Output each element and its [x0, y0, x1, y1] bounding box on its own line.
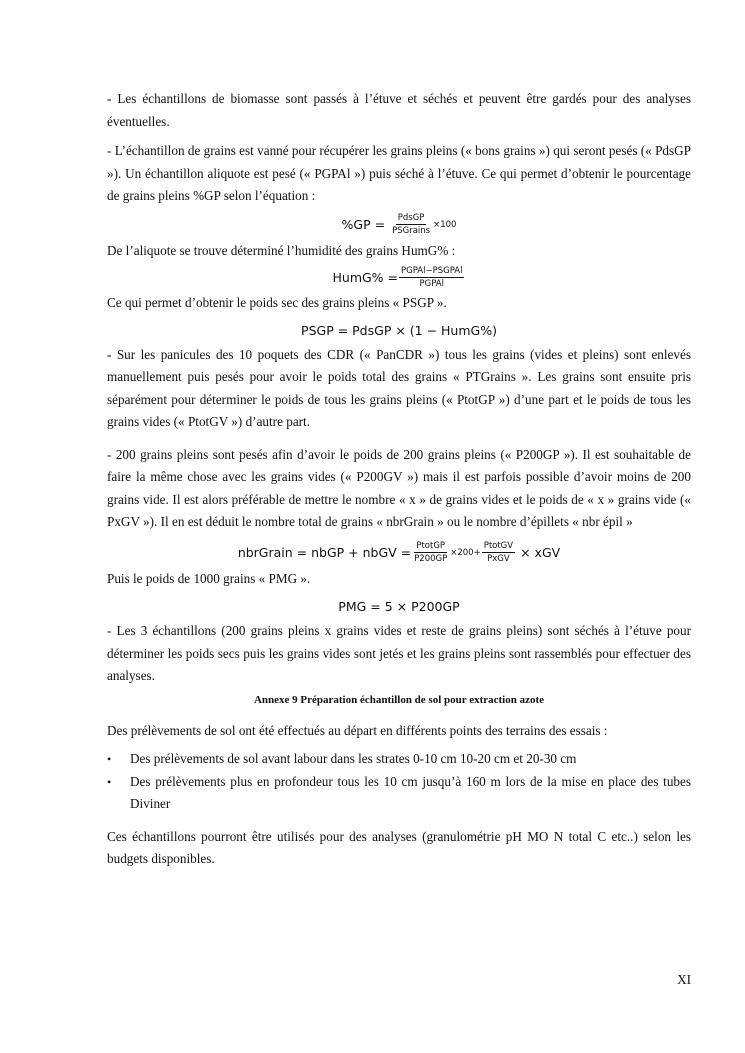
equation-fraction-2: [482, 541, 515, 564]
fraction-numerator: PtotGP: [416, 541, 446, 551]
list-item: [107, 748, 691, 771]
paragraph-panicles: - Sur les panicules des 10 poquets des CDR (« PanCDR ») tous les grains (vides et pleins) sont enlevés manuellement puis pesés pour avoir le poids total des grains « PTGrains ». Les grains sont ensuite pris séparément pour déterminer le poids de tous les grains pleins (« PtotGP ») d’une part et le poids de tous les grains vides (« PtotGV ») d’autre part.: [107, 346, 691, 429]
fraction-numerator: PGPAl−PSGPAl: [401, 265, 463, 276]
equation-humg: [107, 262, 691, 292]
paragraph-200-grains: - 200 grains pleins sont pesés afin d’avoir le poids de 200 grains pleins (« P200GP »). Il est souhaitable de faire la même chose avec les grains vides (« P200GV ») mais il est parfois possible d’avoir moins de 200 grains vide. Il est alors préférable de mettre le nombre « x » de grains vides et le poids de « x » grains vide (« PxGV »). Il en est déduit le nombre total de grains « nbrGrain » ou le nombre d’épillets « nbr épil »: [107, 446, 691, 529]
paragraph-dry-weight: Ce qui permet d’obtenir le poids sec des grains pleins « PSGP ».: [107, 295, 447, 310]
bullet-icon: •: [107, 752, 112, 766]
equation-fraction: [399, 266, 464, 289]
equation-nbrgrain: [107, 538, 691, 568]
fraction-denominator: PSGrains: [392, 226, 431, 236]
list-item-text: Des prélèvements de sol avant labour dans les strates 0-10 cm 10-20 cm et 20-30 cm: [130, 751, 577, 766]
list-item-text: Des prélèvements plus en profondeur tous les 10 cm jusqu’à 160 m lors de la mise en place des tubes Diviner: [130, 773, 691, 811]
equation-fraction-1: [412, 541, 449, 564]
list-item: [107, 771, 691, 816]
equation-pmg: [107, 593, 691, 620]
equation-fraction: [390, 213, 432, 236]
equation-lhs: nbrGrain = nbGP + nbGV =: [237, 545, 412, 560]
bullet-icon: •: [107, 774, 112, 789]
equation-text: PMG = 5 × P200GP: [338, 599, 460, 614]
fraction-denominator: PxGV: [487, 554, 510, 564]
paragraph-aliquot: De l’aliquote se trouve déterminé l’humidité des grains HumG% :: [107, 242, 456, 258]
fraction-denominator: PGPAl: [419, 278, 444, 289]
paragraph-grain-sample: - L’échantillon de grains est vanné pour récupérer les grains pleins (« bons grains ») qui seront pesés (« PdsGP »). Un échantillon aliquote est pesé (« PGPAl ») puis séché à l’étuve. Ce qui permet d’obtenir le pourcentage de grains pleins %GP selon l’équation :: [107, 143, 691, 203]
paragraph-analyses: Ces échantillons pourront être utilisés pour des analyses (granulométrie pH MO N total C etc..) selon les budgets disponibles.: [107, 828, 691, 866]
bullet-list: [107, 748, 691, 816]
equation-percent-gp: [107, 210, 691, 240]
paragraph-soil-samples: Des prélèvements de sol ont été effectués au départ en différents points des terrains des essais :: [107, 722, 608, 738]
paragraph-three-samples: - Les 3 échantillons (200 grains pleins x grains vides et reste de grains pleins) sont séchés à l’étuve pour déterminer les poids secs puis les grains vides sont jetés et les grains pleins sont rassemblés pour effectuer des analyses.: [107, 623, 691, 683]
fraction-numerator: PdsGP: [397, 213, 425, 223]
paragraph-pmg: Puis le poids de 1000 grains « PMG ».: [107, 570, 311, 586]
equation-lhs: %GP =: [341, 217, 386, 232]
page-number: XI: [677, 972, 691, 987]
equation-tail: ×100: [433, 219, 457, 230]
equation-lhs: HumG% =: [332, 269, 399, 285]
fraction-denominator: P200GP: [414, 554, 448, 564]
equation-text: PSGP = PdsGP × (1 − HumG%): [301, 323, 497, 338]
equation-psgp: [107, 318, 691, 344]
equation-middle: ×200+: [450, 547, 481, 558]
annex-title: Annexe 9 Préparation échantillon de sol pour extraction azote: [253, 693, 545, 706]
equation-tail: × xGV: [520, 545, 561, 560]
fraction-numerator: PtotGV: [483, 541, 514, 551]
paragraph-biomass: - Les échantillons de biomasse sont passés à l’étuve et séchés et peuvent être gardés pour des analyses éventuelles.: [107, 91, 691, 129]
document-page: [107, 88, 691, 871]
